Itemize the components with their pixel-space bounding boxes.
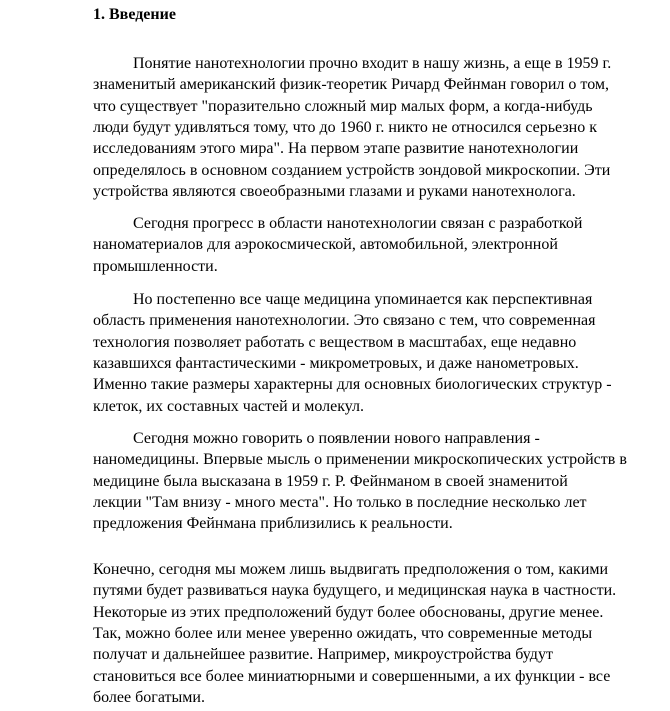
text-line: клеток, их составных частей и молекул.: [93, 397, 365, 415]
text-line: наномедицины. Впервые мысль о применении микроскопических устройств в: [93, 451, 627, 469]
paragraph-5: [93, 559, 663, 708]
text-line: Сегодня можно говорить о появлении нового направления -: [133, 430, 540, 447]
text-line: устройства являются своеобразными глазами и руками нанотехнолога.: [93, 183, 576, 201]
text-line: знаменитый американский физик-теоретик Ричард Фейнман говорил о том,: [93, 76, 610, 94]
text-line: становиться все более миниатюрными и совершенными, а их функции - все: [93, 667, 611, 685]
paragraph-3: [93, 289, 663, 417]
text-line: Некоторые из этих предположений будут более обоснованы, другие менее.: [93, 603, 604, 621]
text-line: промышленности.: [93, 257, 218, 275]
text-line: Именно такие размеры характерны для основных биологических структур -: [93, 376, 612, 394]
paragraph-1: [93, 53, 663, 202]
paragraph-2: [93, 213, 663, 277]
text-line: люди будут удивляться тому, что до 1960 г. никто не относился серьезно к: [93, 119, 597, 137]
text-line: исследованиям этого мира". На первом этапе развитие нанотехнологии: [93, 140, 579, 158]
text-line: предложения Фейнмана приблизились к реальности.: [93, 515, 453, 533]
text-line: более богатыми.: [93, 689, 205, 707]
text-line: Конечно, сегодня мы можем лишь выдвигать предположения о том, какими: [93, 561, 609, 578]
text-line: что существует "поразительно сложный мир малых форм, а когда-нибудь: [93, 97, 593, 115]
text-line: определялось в основном созданием устройств зондовой микроскопии. Эти: [93, 161, 611, 179]
text-line: Так, можно более или менее уверенно ожидать, что современные методы: [93, 625, 593, 643]
text-line: Понятие нанотехнологии прочно входит в нашу жизнь, а еще в 1959 г.: [133, 55, 612, 72]
text-line: казавшихся фантастическими - микрометровых, и даже нанометровых.: [93, 355, 579, 373]
paragraph-4: [93, 428, 663, 535]
text-line: Сегодня прогресс в области нанотехнологии связан с разработкой: [133, 215, 583, 232]
text-line: получат и дальнейшее развитие. Например, микроустройства будут: [93, 646, 553, 664]
text-line: область применения нанотехнологии. Это связано с тем, что современная: [93, 312, 596, 330]
section-heading: 1. Введение: [93, 6, 176, 23]
text-line: медицине была высказана в 1959 г. Р. Фейнманом в своей знаменитой: [93, 472, 568, 490]
text-line: технология позволяет работать с веществом в масштабах, еще недавно: [93, 333, 577, 351]
text-line: наноматериалов для аэрокосмической, автомобильной, электронной: [93, 236, 558, 254]
text-line: путями будет развиваться наука будущего, и медицинская наука в частности.: [93, 582, 617, 600]
text-line: лекции "Там внизу - много места". Но только в последние несколько лет: [93, 494, 587, 512]
text-line: Но постепенно все чаще медицина упоминается как перспективная: [133, 291, 593, 308]
